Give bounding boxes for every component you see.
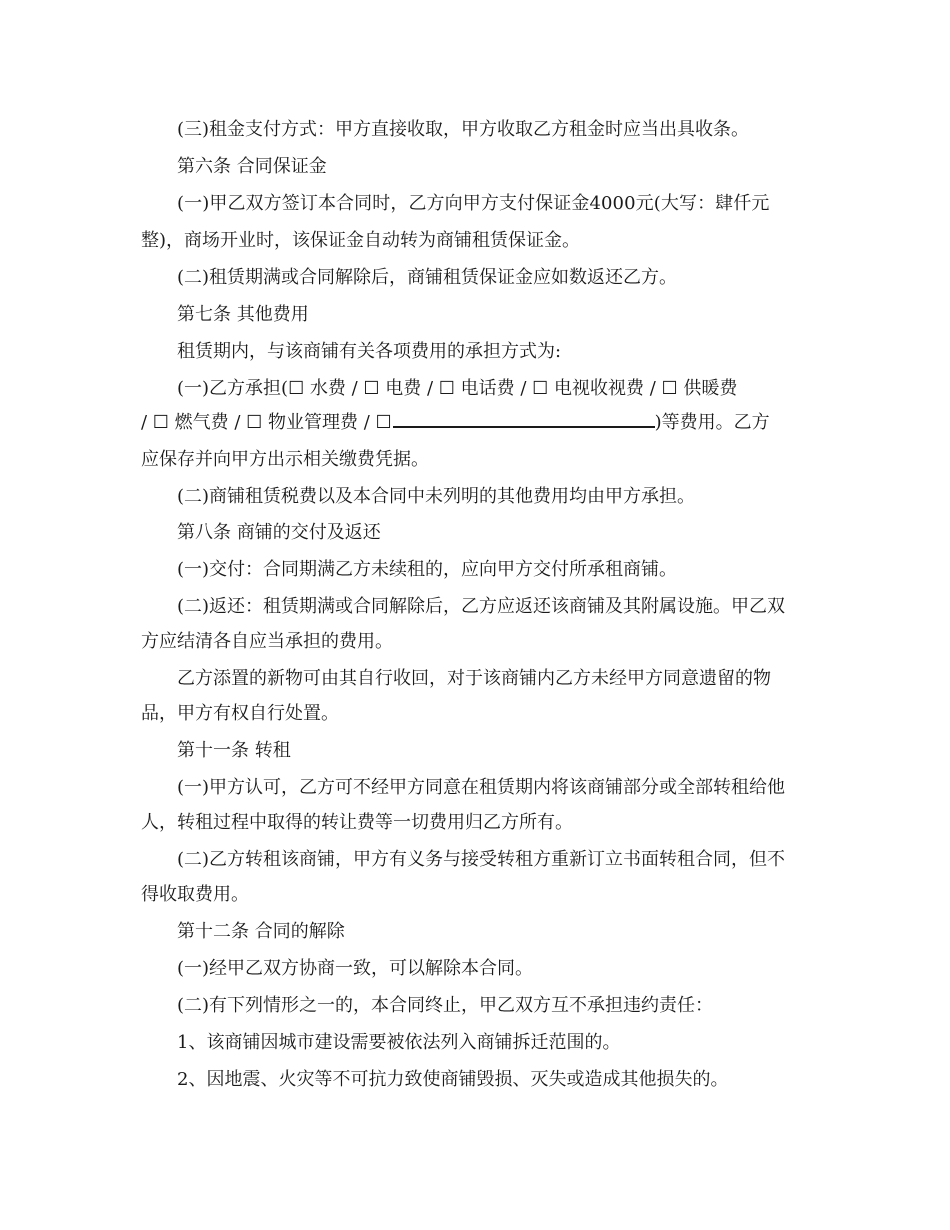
article-12-item-2: 2、因地震、火灾等不可抗力致使商铺毁损、灭失或造成其他损失的。 bbox=[177, 1069, 729, 1090]
article-7-intro: 租赁期内，与该商铺有关各项费用的承担方式为: bbox=[177, 341, 562, 362]
article-8-heading: 第八条 商铺的交付及返还 bbox=[177, 522, 381, 543]
article-8-note-line-1: 乙方添置的新物可由其自行收回，对于该商铺内乙方未经甲方同意遗留的物 bbox=[177, 668, 771, 689]
article-11-heading: 第十一条 转租 bbox=[177, 740, 291, 761]
article-7-clause-1-line-1: (一)乙方承担(☐ 水费 / ☐ 电费 / ☐ 电话费 / ☐ 电视收视费 / ☐ 供暖费 bbox=[177, 378, 738, 399]
fee-options-text: / ☐ 燃气费 / ☐ 物业管理费 / ☐ bbox=[141, 412, 392, 433]
article-6-clause-2: (二)租赁期满或合同解除后，商铺租赁保证金应如数返还乙方。 bbox=[177, 267, 678, 288]
article-12-clause-2: (二)有下列情形之一的，本合同终止，甲乙双方互不承担违约责任： bbox=[177, 995, 714, 1016]
article-12-item-1: 1、该商铺因城市建设需要被依法列入商铺拆迁范围的。 bbox=[177, 1032, 621, 1053]
article-11-clause-1-line-2: 人，转租过程中取得的转让费等一切费用归乙方所有。 bbox=[141, 812, 573, 833]
article-7-clause-2: (二)商铺租赁税费以及本合同中未列明的其他费用均由甲方承担。 bbox=[177, 486, 696, 507]
article-7-heading: 第七条 其他费用 bbox=[177, 304, 309, 325]
article-8-clause-1: (一)交付：合同期满乙方未续租的，应向甲方交付所承租商铺。 bbox=[177, 559, 678, 580]
article-8-clause-2-line-2: 方应结清各自应当承担的费用。 bbox=[141, 631, 393, 652]
article-11-clause-1-line-1: (一)甲方认可，乙方可不经甲方同意在租赁期内将该商铺部分或全部转租给他 bbox=[177, 777, 786, 798]
article-6-clause-1-line-1: (一)甲乙双方签订本合同时，乙方向甲方支付保证金4000元(大写：肆仟元 bbox=[177, 193, 770, 214]
article-11-clause-2-line-1: (二)乙方转租该商铺，甲方有义务与接受转租方重新订立书面转租合同，但不 bbox=[177, 849, 786, 870]
article-8-clause-2-line-1: (二)返还：租赁期满或合同解除后，乙方应返还该商铺及其附属设施。甲乙双 bbox=[177, 596, 786, 617]
article-11-clause-2-line-2: 得收取费用。 bbox=[141, 884, 249, 905]
clause-3-rent-payment: (三)租金支付方式：甲方直接收取，甲方收取乙方租金时应当出具收条。 bbox=[177, 119, 750, 140]
fill-in-blank bbox=[393, 412, 655, 428]
article-7-clause-1-line-2 bbox=[141, 412, 770, 434]
article-6-clause-1-line-2: 整)，商场开业时，该保证金自动转为商铺租赁保证金。 bbox=[141, 230, 581, 251]
article-8-note-line-2: 品，甲方有权自行处置。 bbox=[141, 703, 339, 724]
article-7-clause-1-line-3: 应保存并向甲方出示相关缴费凭据。 bbox=[141, 449, 429, 470]
fee-options-tail: )等费用。乙方 bbox=[654, 412, 770, 433]
article-6-heading: 第六条 合同保证金 bbox=[177, 156, 327, 177]
article-12-heading: 第十二条 合同的解除 bbox=[177, 921, 345, 942]
article-12-clause-1: (一)经甲乙双方协商一致，可以解除本合同。 bbox=[177, 958, 534, 979]
